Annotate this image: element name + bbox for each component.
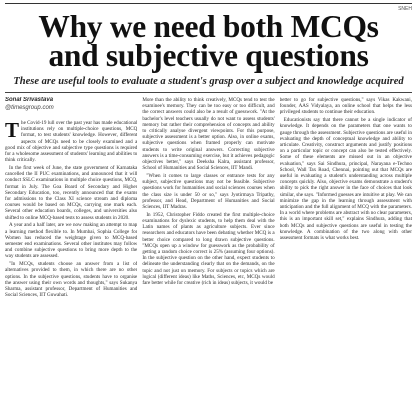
lead-paragraph-block [5,120,137,163]
paragraph: Educationists say that there cannot be a single indicator of knowledge. It depends on the parameters that one wants to gauge through the assessment. Subjective questions are useful in evaluating the depth of conceptual knowledge and ability to articulate. Creativity, construct arguments and justify positions on a particular topic or concept can also be tested effectively. Some of these elements are missed out in an objective evaluation," says Sai Sindhura, principal, Narayana e-Techno School, Wall Tax Road, Chennai, pointing out that MCQs are useful in evaluating a student's understanding across multiple concepts quickly. Also, objective exams demonstrate a student's ability to pick the right answer in the face of choices that look similar, she says. "Informed guesses are intuitive at play. We can minimize the gap in the learning through assessment with anticipation and the full alignment of MCQ with the parameters. In a world where problems are abstract with no clear parameters, this is an important skill set," explains Sindhura, adding that both MCQs and subjective questions are useful in testing the knowledge. A combination of the two along with other assessment formats is what works best. [279,117,412,242]
paragraph: "When it comes to large classes or entrance tests for any subject, subjective questions may not be feasible. Subjective questions work for humanities and social sciences courses when the class size is under 50 or so," says Jyotirmaya Tripathy, professor, and Head, Department of Humanities and Social Sciences, IIT Madras. [142,173,275,211]
headline-line-2: and subjective questions [48,38,369,73]
paragraph: "In MCQs, students choose an answer from a list of alternatives provided to them, in which there are no other options. In the subjective questions, students have to organise the answer using their own words and thoughts," says Sukanya Sharma, assistant professor, Department of Humanities and Social Sciences, IIT Guwahati. [5,261,138,299]
column-1 [5,97,137,419]
standfirst: These are useful tools to evaluate a student's grasp over a subject and knowledge acquired [13,76,404,87]
article-body [5,97,412,419]
paragraph: In 1952, Christopher Fiddo created the first multiple-choice examinations for dyslexic students, to help them deal with the Latin names of plants as agriculture subjects. Ever since researchers and educators have been debating whether MCQ is a better choice compared to long drawn subjective questions. "MCQs open up a window for guesswork as the probability of getting a random choice correct is 25% (assuming four options). In the subjective question on the other hand, expect students to delineate the understanding clearly that on the demands, on the topic and not just on memory. For subjects or topics which are logical (different ideas) like Maths, Sciences, etc, MCQs would fare better while for creative (rich in ideas) subjects, it would be [142,211,275,287]
paragraph: A year and a half later, are we now making an attempt to map a learning method flexible to. In Mumbai, Sophia College for Women has reduced the weightage given to MCQ-based semester end examinations. Several other institutes may follow and combine subjective questions to bring more depth to the way students are assessed. [5,222,138,260]
byline [5,97,137,112]
paragraph: In the first week of June, the state government of Karnataka cancelled the II PUC examinations, and announced that it will conduct SSLC examinations in multiple choice questions, MCQ, format in July. The Goa Board of Secondary and Higher Secondary Education, too, recently announced that the exams for admissions to the Class XI science stream and diploma courses would be based on MCQs, carrying one mark each. Several other education boards, colleges, and universities also shifted to online MCQ-based tests to assess students in 2020. [5,165,138,221]
headline-line-1: Why we need both MCQs [38,9,379,44]
column-2 [142,97,274,419]
column-3 [280,97,412,419]
drop-cap: T [5,118,20,142]
kicker-label: SNEH [398,6,412,12]
paragraph: More than the ability to think creatively, MCQs tend to test the examinee's memory. They can be too easy or too difficult, and the correct answers could also be a result of guesswork. "At the bachelor's level teachers usually do not want to assess students' memory but rather their comprehension of concepts and ability to critically analyse divergent viewpoints. For this purpose, subjective assessment is a better option. Also, in online exams, subjective questions when framed properly can motivate students to write original answers. Correcting subjective answers is a time-consuming exercise, but it achieves pedagogic objectives better," says Deeksha Kalra, assistant professor, School of Humanities and Social Sciences, IIT Mandi. [142,97,275,172]
section-rule [5,92,412,93]
byline-name: Sonal Srivastava [5,97,54,103]
top-rule [5,3,412,4]
paragraph: he Covid-19 lull over the past year has made educational institutions rely on multiple-choice questions, MCQ format, to test students' knowledge. However, different aspects of MCQs need to be closely examined and a good mix of objective and subjective type questions is required for a wholesome assessment of students' learning and abilities to think critically. [5,120,138,164]
paragraph: better to go for subjective questions," says Vikas Kakwani, founder, AAS Vidyalaya, an online school that helps the less privileged students to continue their education. [279,97,412,116]
byline-email: @timesgroup.com [5,104,54,111]
